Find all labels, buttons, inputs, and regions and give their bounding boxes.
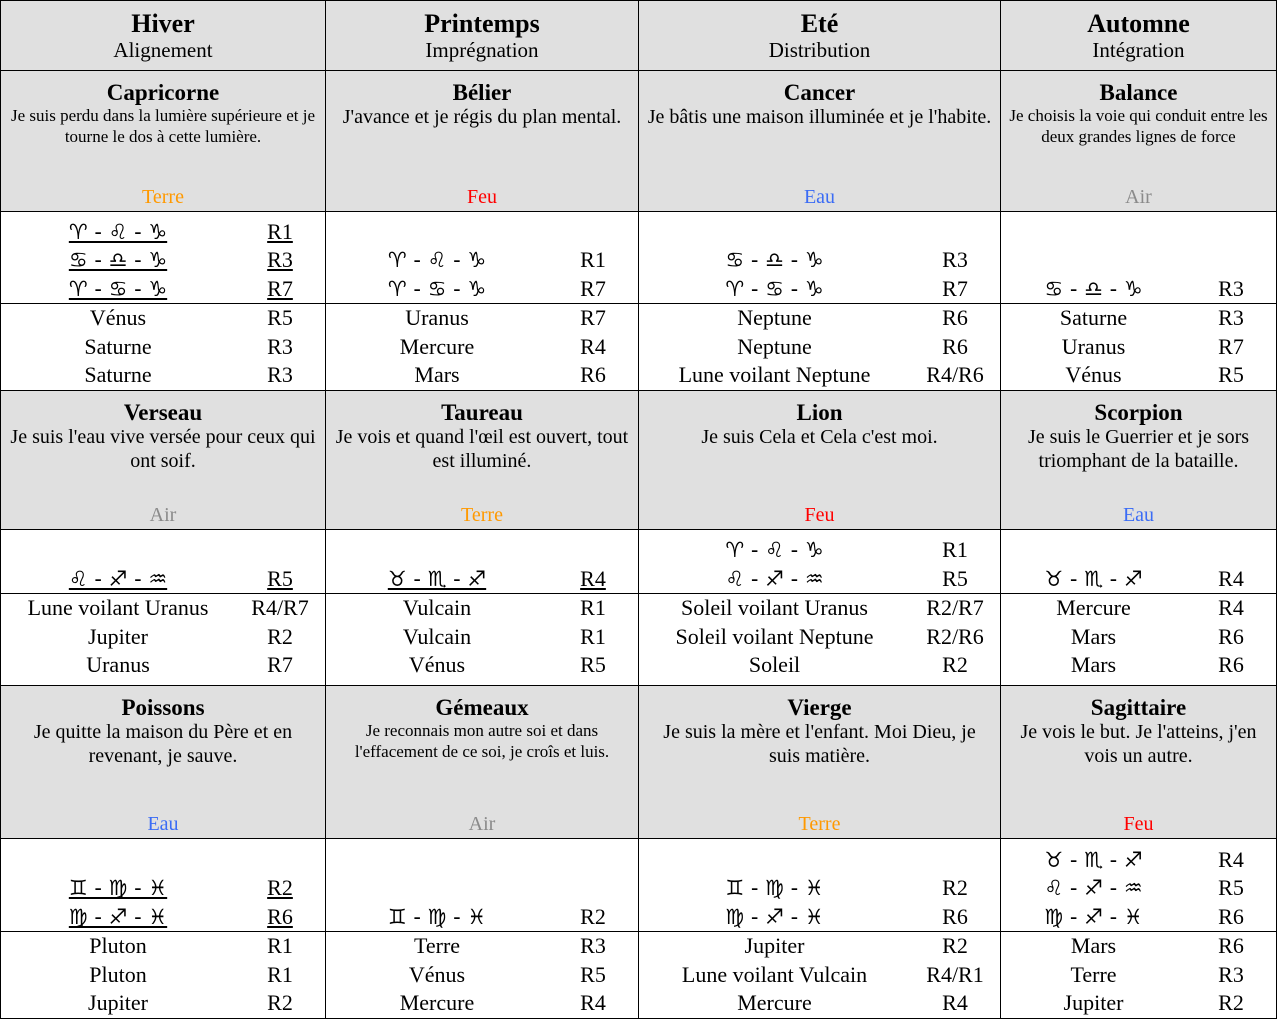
season-name: Eté bbox=[800, 9, 839, 38]
planet-line bbox=[1, 333, 325, 362]
sign-triad-glyphs: ♉ - ♏ - ♐ bbox=[387, 566, 487, 591]
ray-label: R6 bbox=[1218, 623, 1244, 649]
sign-cell bbox=[639, 391, 1001, 530]
planet-line bbox=[639, 361, 1000, 390]
ray-label: R2 bbox=[267, 875, 293, 900]
season-name: Hiver bbox=[131, 9, 195, 38]
planet-line bbox=[639, 932, 1000, 961]
ray-label: R2/R6 bbox=[926, 623, 984, 649]
ray-label: R3 bbox=[1218, 275, 1244, 301]
planet-cell bbox=[1001, 594, 1277, 686]
triad-list bbox=[326, 565, 638, 594]
planet-line bbox=[639, 623, 1000, 652]
sign-cell bbox=[1001, 71, 1277, 212]
planet-name: Vénus bbox=[89, 305, 147, 330]
triad-list bbox=[1, 874, 325, 931]
sign-triad-glyphs: ♉ - ♏ - ♐ bbox=[1044, 847, 1143, 872]
sign-element: Terre bbox=[461, 504, 503, 526]
planet-name: Neptune bbox=[737, 333, 812, 359]
planet-line bbox=[639, 304, 1000, 333]
planet-name: Pluton bbox=[89, 961, 147, 987]
sign-motto: Je suis le Guerrier et je sors triomphant de la bataille. bbox=[1027, 426, 1250, 472]
sign-motto: Je suis la mère et l'enfant. Moi Dieu, je suis matière. bbox=[663, 721, 976, 767]
ray-label: R2 bbox=[942, 652, 968, 677]
sign-triad-glyphs: ♋ - ♎ - ♑ bbox=[725, 248, 824, 272]
triad-list bbox=[639, 874, 1000, 931]
planet-line bbox=[326, 594, 638, 623]
sign-element: Feu bbox=[804, 504, 835, 526]
planet-name: Saturne bbox=[84, 362, 152, 387]
sign-triad-glyphs: ♊ - ♍ - ♓ bbox=[68, 876, 168, 900]
sign-element: Eau bbox=[803, 186, 836, 208]
triad-cell bbox=[1, 839, 326, 932]
sign-cell bbox=[326, 686, 639, 839]
ray-label: R6 bbox=[1218, 933, 1244, 958]
sign-cell bbox=[1, 686, 326, 839]
triad-row bbox=[1, 212, 1277, 304]
planet-name: Vénus bbox=[408, 652, 466, 677]
ray-label: R6 bbox=[580, 362, 606, 387]
sign-name: Gémeaux bbox=[435, 695, 529, 720]
planet-name: Vulcain bbox=[402, 623, 472, 649]
ray-label: R4 bbox=[580, 990, 606, 1015]
planet-line bbox=[639, 961, 1000, 990]
sign-triad-glyphs: ♌ - ♐ - ♒ bbox=[1044, 876, 1143, 900]
ray-label: R4 bbox=[1218, 565, 1244, 591]
triad-cell bbox=[639, 212, 1001, 304]
planet-name: Jupiter bbox=[744, 933, 805, 958]
planet-name: Jupiter bbox=[88, 990, 148, 1015]
triad-cell bbox=[326, 530, 639, 594]
ray-label: R1 bbox=[580, 595, 606, 620]
planet-name: Terre bbox=[1070, 961, 1117, 987]
sign-triad-glyphs: ♋ - ♎ - ♑ bbox=[68, 248, 168, 272]
triad-line bbox=[326, 903, 638, 932]
planet-cell bbox=[326, 594, 639, 686]
ray-label: R1 bbox=[580, 623, 606, 649]
sign-triad-glyphs: ♍ - ♐ - ♓ bbox=[68, 904, 168, 929]
sign-row bbox=[1, 391, 1277, 530]
planet-name: Soleil voilant Neptune bbox=[675, 623, 874, 649]
triad-line bbox=[1, 903, 325, 932]
planet-line bbox=[326, 989, 638, 1018]
ray-label: R6 bbox=[267, 903, 293, 929]
sign-element: Air bbox=[1125, 186, 1152, 208]
ray-label: R5 bbox=[1218, 362, 1244, 387]
ray-label: R4/R7 bbox=[251, 595, 309, 620]
planet-line bbox=[1001, 594, 1276, 623]
planet-line bbox=[1, 932, 325, 961]
sign-name: Capricorne bbox=[106, 80, 220, 105]
planet-name: Lune voilant Vulcain bbox=[681, 961, 868, 987]
triad-list bbox=[326, 246, 638, 303]
ray-label: R3 bbox=[267, 247, 293, 272]
ray-label: R7 bbox=[580, 275, 606, 301]
sign-cell bbox=[1, 71, 326, 212]
planet-line bbox=[1, 304, 325, 333]
planet-name: Uranus bbox=[1061, 333, 1126, 359]
ray-label: R4 bbox=[1218, 595, 1244, 620]
sign-name: Sagittaire bbox=[1090, 695, 1187, 720]
planet-cell bbox=[639, 932, 1001, 1019]
sign-triad-glyphs: ♈ - ♋ - ♑ bbox=[387, 276, 487, 301]
ray-label: R5 bbox=[267, 565, 293, 591]
triad-list bbox=[1, 218, 325, 304]
ray-label: R7 bbox=[267, 652, 293, 677]
planet-name: Uranus bbox=[86, 652, 150, 677]
ray-label: R7 bbox=[942, 275, 968, 301]
planet-line bbox=[1, 651, 325, 680]
season-header-hiver bbox=[1, 1, 326, 71]
planet-line bbox=[326, 333, 638, 362]
planet-name: Jupiter bbox=[1063, 990, 1124, 1015]
season-name: Automne bbox=[1087, 9, 1190, 38]
sign-element: Feu bbox=[467, 186, 497, 208]
ray-label: R3 bbox=[1218, 961, 1244, 987]
planet-cell bbox=[326, 932, 639, 1019]
triad-line bbox=[1001, 275, 1276, 304]
triad-cell bbox=[326, 212, 639, 304]
planet-name: Mars bbox=[414, 362, 460, 387]
ray-label: R2 bbox=[267, 623, 293, 649]
triad-list bbox=[639, 536, 1000, 593]
triad-row bbox=[1, 530, 1277, 594]
sign-element: Terre bbox=[142, 186, 184, 208]
sign-triad-glyphs: ♌ - ♐ - ♒ bbox=[68, 566, 168, 591]
planet-line bbox=[326, 651, 638, 680]
sign-name: Vierge bbox=[787, 695, 852, 720]
planet-line bbox=[639, 651, 1000, 680]
sign-cell bbox=[326, 71, 639, 212]
sign-motto: Je vois et quand l'œil est ouvert, tout est illuminé. bbox=[335, 426, 629, 472]
planet-line bbox=[326, 623, 638, 652]
ray-label: R5 bbox=[580, 961, 606, 987]
planet-line bbox=[1, 989, 325, 1018]
sign-name: Scorpion bbox=[1094, 400, 1183, 425]
ray-label: R2/R7 bbox=[926, 595, 984, 620]
ray-label: R6 bbox=[1218, 903, 1244, 929]
triad-line bbox=[326, 246, 638, 275]
sign-element: Eau bbox=[147, 813, 179, 835]
sign-motto: Je bâtis une maison illuminée et je l'habite. bbox=[647, 106, 992, 128]
planet-cell bbox=[639, 304, 1001, 391]
sign-cell bbox=[1001, 686, 1277, 839]
triad-list bbox=[1001, 565, 1276, 594]
sign-triad-glyphs: ♈ - ♌ - ♑ bbox=[387, 248, 487, 272]
sign-triad-glyphs: ♊ - ♍ - ♓ bbox=[387, 904, 487, 929]
triad-line bbox=[639, 275, 1000, 304]
sign-element: Feu bbox=[1123, 813, 1154, 835]
triad-cell bbox=[639, 530, 1001, 594]
season-name: Printemps bbox=[424, 9, 540, 38]
triad-list bbox=[639, 246, 1000, 303]
triad-list bbox=[1, 565, 325, 594]
ray-label: R2 bbox=[942, 875, 968, 900]
sign-cell bbox=[1001, 391, 1277, 530]
planet-name: Mars bbox=[1070, 623, 1117, 649]
ray-label: R3 bbox=[580, 933, 606, 958]
planet-name: Jupiter bbox=[88, 623, 148, 649]
planet-line bbox=[1001, 989, 1276, 1018]
planet-name: Mercure bbox=[1056, 595, 1131, 620]
sign-cell bbox=[639, 686, 1001, 839]
planet-line bbox=[1001, 961, 1276, 990]
triad-line bbox=[1001, 565, 1276, 594]
triad-line bbox=[639, 536, 1000, 565]
planet-name: Soleil bbox=[748, 652, 801, 677]
planet-name: Pluton bbox=[89, 933, 147, 958]
planet-name: Mercure bbox=[399, 990, 475, 1015]
ray-label: R6 bbox=[942, 333, 968, 359]
sign-motto: J'avance et je régis du plan mental. bbox=[342, 106, 622, 128]
planet-line bbox=[326, 304, 638, 333]
planet-name: Vénus bbox=[408, 961, 466, 987]
planet-line bbox=[1001, 651, 1276, 680]
season-phase: Alignement bbox=[113, 38, 213, 62]
planet-line bbox=[1, 623, 325, 652]
triad-cell bbox=[1001, 212, 1277, 304]
triad-cell bbox=[1001, 530, 1277, 594]
sign-name: Cancer bbox=[783, 80, 856, 105]
ray-label: R1 bbox=[267, 933, 293, 958]
sign-triad-glyphs: ♈ - ♌ - ♑ bbox=[68, 219, 168, 244]
planet-cell bbox=[326, 304, 639, 391]
season-phase: Imprégnation bbox=[425, 38, 539, 62]
ray-label: R5 bbox=[267, 305, 293, 330]
planet-name: Neptune bbox=[737, 305, 812, 330]
ray-label: R3 bbox=[942, 247, 968, 272]
season-phase: Distribution bbox=[768, 38, 871, 62]
planet-line bbox=[639, 989, 1000, 1018]
planet-line bbox=[1001, 361, 1276, 390]
sign-motto: Je quitte la maison du Père et en revenant, je sauve. bbox=[33, 721, 293, 767]
sign-motto: Je vois le but. Je l'atteins, j'en vois un autre. bbox=[1020, 721, 1257, 767]
sign-triad-glyphs: ♉ - ♏ - ♐ bbox=[1044, 566, 1143, 591]
planet-row bbox=[1, 594, 1277, 686]
ray-label: R5 bbox=[1218, 875, 1244, 900]
sign-motto: Je choisis la voie qui conduit entre les deux grandes lignes de force bbox=[1009, 106, 1268, 146]
triad-row bbox=[1, 839, 1277, 932]
planet-name: Uranus bbox=[405, 305, 469, 330]
planet-name: Mars bbox=[1070, 933, 1117, 958]
ray-label: R1 bbox=[580, 247, 606, 272]
sign-cell bbox=[1, 391, 326, 530]
triad-line bbox=[1, 218, 325, 247]
planet-line bbox=[639, 333, 1000, 362]
ray-label: R6 bbox=[942, 903, 968, 929]
triad-line bbox=[639, 903, 1000, 932]
ray-label: R6 bbox=[1218, 652, 1244, 677]
planet-line bbox=[1001, 932, 1276, 961]
planet-line bbox=[326, 961, 638, 990]
planet-cell bbox=[1, 304, 326, 391]
ray-label: R1 bbox=[942, 537, 968, 562]
triad-line bbox=[1001, 874, 1276, 903]
triad-line bbox=[639, 874, 1000, 903]
planet-line bbox=[1001, 333, 1276, 362]
ray-label: R3 bbox=[1218, 305, 1244, 330]
planet-line bbox=[326, 932, 638, 961]
sign-row bbox=[1, 686, 1277, 839]
planet-row bbox=[1, 932, 1277, 1019]
planet-name: Soleil voilant Uranus bbox=[681, 595, 868, 620]
ray-label: R4 bbox=[580, 333, 606, 359]
ray-label: R3 bbox=[267, 333, 293, 359]
sign-triad-glyphs: ♍ - ♐ - ♓ bbox=[1044, 904, 1143, 929]
planet-cell bbox=[1, 594, 326, 686]
season-header-automne bbox=[1001, 1, 1277, 71]
ray-label: R3 bbox=[267, 362, 293, 387]
planet-name: Saturne bbox=[84, 333, 152, 359]
planet-cell bbox=[1001, 932, 1277, 1019]
triad-line bbox=[1, 874, 325, 903]
ray-label: R4/R1 bbox=[926, 961, 984, 987]
sign-triad-glyphs: ♋ - ♎ - ♑ bbox=[1044, 276, 1143, 301]
planet-name: Vulcain bbox=[402, 595, 472, 620]
planet-name: Terre bbox=[413, 933, 461, 958]
planet-line bbox=[326, 361, 638, 390]
planet-name: Lune voilant Uranus bbox=[27, 595, 209, 620]
season-header-printemps bbox=[326, 1, 639, 71]
sign-name: Taureau bbox=[441, 400, 523, 425]
triad-line bbox=[326, 275, 638, 304]
sign-row bbox=[1, 71, 1277, 212]
sign-element: Air bbox=[468, 813, 496, 835]
sign-name: Lion bbox=[796, 400, 843, 425]
planet-row bbox=[1, 304, 1277, 391]
triad-line bbox=[639, 565, 1000, 594]
ray-label: R7 bbox=[580, 305, 606, 330]
planet-name: Saturne bbox=[1059, 305, 1128, 330]
triad-list bbox=[1001, 275, 1276, 304]
planet-cell bbox=[1, 932, 326, 1019]
triad-cell bbox=[1, 212, 326, 304]
sign-name: Balance bbox=[1099, 80, 1178, 105]
sign-cell bbox=[326, 391, 639, 530]
planet-cell bbox=[1001, 304, 1277, 391]
triad-line bbox=[326, 565, 638, 594]
planet-cell bbox=[639, 594, 1001, 686]
sign-triad-glyphs: ♈ - ♋ - ♑ bbox=[725, 276, 824, 301]
planet-line bbox=[1, 361, 325, 390]
triad-line bbox=[1, 275, 325, 304]
ray-label: R5 bbox=[580, 652, 606, 677]
ray-label: R5 bbox=[942, 565, 968, 591]
triad-list bbox=[1001, 846, 1276, 932]
planet-name: Mercure bbox=[737, 990, 812, 1015]
sign-element: Terre bbox=[798, 813, 841, 835]
planet-line bbox=[1001, 304, 1276, 333]
ray-label: R1 bbox=[267, 218, 293, 244]
planet-name: Mars bbox=[1070, 652, 1117, 677]
sign-triad-glyphs: ♊ - ♍ - ♓ bbox=[725, 876, 824, 900]
triad-line bbox=[1001, 846, 1276, 875]
ray-label: R4 bbox=[1218, 846, 1244, 872]
triad-line bbox=[1001, 903, 1276, 932]
sign-element: Eau bbox=[1122, 504, 1155, 526]
ray-label: R2 bbox=[942, 933, 968, 958]
triad-line bbox=[639, 246, 1000, 275]
sign-name: Verseau bbox=[123, 400, 203, 425]
sign-triad-glyphs: ♈ - ♋ - ♑ bbox=[68, 276, 168, 301]
sign-element: Air bbox=[149, 504, 177, 526]
triad-line bbox=[1, 565, 325, 594]
sign-cell bbox=[639, 71, 1001, 212]
sign-name: Bélier bbox=[452, 80, 512, 105]
sign-motto: Je suis l'eau vive versée pour ceux qui ont soif. bbox=[10, 426, 316, 472]
triad-cell bbox=[1001, 839, 1277, 932]
planet-name: Mercure bbox=[399, 333, 475, 359]
planet-line bbox=[1, 961, 325, 990]
triad-cell bbox=[1, 530, 326, 594]
planet-line bbox=[1001, 623, 1276, 652]
planet-name: Lune voilant Neptune bbox=[678, 362, 871, 387]
ray-label: R7 bbox=[267, 275, 293, 301]
season-phase: Intégration bbox=[1092, 38, 1185, 62]
triad-line bbox=[1, 246, 325, 275]
ray-label: R7 bbox=[1218, 333, 1244, 359]
sign-motto: Je suis Cela et Cela c'est moi. bbox=[701, 426, 938, 448]
planet-line bbox=[1, 594, 325, 623]
planet-name: Vénus bbox=[1065, 362, 1122, 387]
season-header-ete bbox=[639, 1, 1001, 71]
sign-motto: Je suis perdu dans la lumière supérieure et je tourne le dos à cette lumière. bbox=[10, 106, 315, 146]
ray-label: R2 bbox=[267, 990, 293, 1015]
triad-list bbox=[326, 903, 638, 932]
ray-label: R1 bbox=[267, 961, 293, 987]
sign-triad-glyphs: ♍ - ♐ - ♓ bbox=[725, 904, 824, 929]
planet-line bbox=[639, 594, 1000, 623]
triad-cell bbox=[639, 839, 1001, 932]
season-header-row bbox=[1, 1, 1277, 71]
ray-label: R4/R6 bbox=[926, 362, 984, 387]
ray-label: R4 bbox=[942, 990, 968, 1015]
ray-label: R2 bbox=[580, 903, 606, 929]
ray-label: R2 bbox=[1218, 990, 1244, 1015]
triad-cell bbox=[326, 839, 639, 932]
sign-name: Poissons bbox=[121, 695, 205, 720]
sign-triad-glyphs: ♌ - ♐ - ♒ bbox=[725, 566, 824, 591]
sign-motto: Je reconnais mon autre soi et dans l'effacement de ce soi, je croîs et luis. bbox=[354, 721, 610, 761]
ray-label: R6 bbox=[942, 305, 968, 330]
sign-triad-glyphs: ♈ - ♌ - ♑ bbox=[725, 538, 824, 562]
ray-label: R4 bbox=[580, 565, 606, 591]
